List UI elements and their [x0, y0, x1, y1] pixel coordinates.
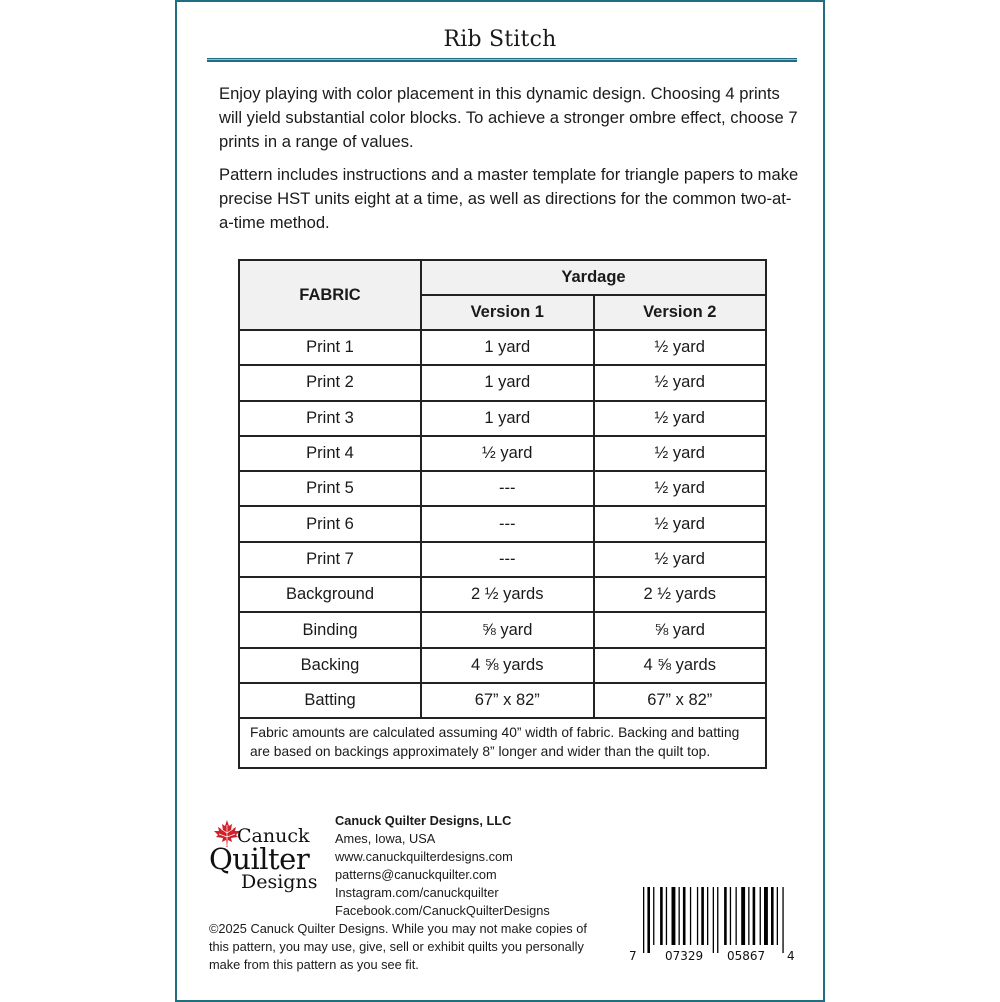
version-1-cell: 4 ⅝ yards	[421, 648, 594, 683]
fabric-name-cell: Backing	[239, 648, 421, 683]
barcode-bar	[760, 887, 761, 945]
barcode-bar	[653, 887, 654, 945]
table-row	[239, 542, 766, 577]
version-1-cell: ½ yard	[421, 436, 594, 471]
version-2-cell: ½ yard	[594, 436, 767, 471]
barcode-bar	[753, 887, 756, 945]
fabric-header: FABRIC	[239, 260, 421, 330]
fabric-name-cell: Print 6	[239, 506, 421, 541]
table-row	[239, 330, 766, 365]
version-2-cell: 4 ⅝ yards	[594, 648, 767, 683]
barcode-bar	[683, 887, 686, 945]
title-divider	[207, 58, 797, 62]
fabric-name-cell: Print 3	[239, 401, 421, 436]
table-row	[239, 577, 766, 612]
contact-block	[335, 812, 550, 920]
instagram-link[interactable]: Instagram.com/canuckquilter	[335, 885, 499, 900]
logo-line-designs: Designs	[241, 871, 318, 893]
fabric-name-cell: Print 1	[239, 330, 421, 365]
table-row	[239, 648, 766, 683]
fabric-name-cell: Print 5	[239, 471, 421, 506]
barcode-bar	[701, 887, 704, 945]
barcode-bar	[748, 887, 749, 945]
barcode-bar	[672, 887, 676, 945]
version-1-cell: 67” x 82”	[421, 683, 594, 718]
barcode-bar	[777, 887, 778, 945]
table-row	[239, 612, 766, 647]
barcode-bar	[697, 887, 698, 945]
yardage-table	[238, 259, 767, 769]
barcode-bar	[679, 887, 680, 945]
version-2-cell: ½ yard	[594, 506, 767, 541]
barcode-bar	[690, 887, 691, 945]
barcode-bar	[713, 887, 714, 953]
canuck-quilter-logo	[207, 817, 322, 897]
barcode-bar	[771, 887, 774, 945]
barcode-bar	[724, 887, 727, 945]
company-name: Canuck Quilter Designs, LLC	[335, 813, 512, 828]
yardage-header: Yardage	[421, 260, 766, 295]
version-1-cell: ---	[421, 506, 594, 541]
company-location: Ames, Iowa, USA	[335, 831, 436, 846]
barcode-group-left: 07329	[665, 949, 704, 963]
barcode-bar	[741, 887, 745, 945]
table-row	[239, 436, 766, 471]
barcode-bar	[660, 887, 663, 945]
pattern-title: Rib Stitch	[443, 27, 557, 52]
version-1-cell: 1 yard	[421, 365, 594, 400]
logo-line-canuck: Canuck	[237, 825, 310, 847]
intro-paragraph: Pattern includes instructions and a master template for triangle papers to make precise HST units eight at a time, as well as directions for the common two-at-a-time method.	[219, 165, 799, 232]
barcode-group-right: 05867	[727, 949, 766, 963]
fabric-name-cell: Print 7	[239, 542, 421, 577]
logo-line-quilter: Quilter	[209, 842, 310, 876]
barcode-digit-last: 4	[787, 949, 795, 963]
pattern-back-cover	[175, 0, 825, 1002]
upc-barcode	[629, 887, 794, 967]
copyright-notice: ©2025 Canuck Quilter Designs. While you may not make copies of this pattern, you may use, give, sell or exhibit quilts you personally make from this pattern as you see fit.	[209, 921, 587, 972]
version-1-cell: ---	[421, 471, 594, 506]
barcode-bar	[666, 887, 667, 945]
barcode-bar	[647, 887, 650, 953]
version-1-header: Version 1	[421, 295, 594, 330]
barcode-bar	[643, 887, 644, 953]
version-2-cell: 67” x 82”	[594, 683, 767, 718]
website-link[interactable]: www.canuckquilterdesigns.com	[335, 849, 513, 864]
fabric-name-cell: Binding	[239, 612, 421, 647]
barcode-digit-first: 7	[629, 949, 637, 963]
version-2-cell: ⅝ yard	[594, 612, 767, 647]
fabric-name-cell: Print 4	[239, 436, 421, 471]
intro-text	[219, 82, 799, 244]
version-1-cell: 2 ½ yards	[421, 577, 594, 612]
barcode-bar	[717, 887, 718, 953]
version-2-header: Version 2	[594, 295, 767, 330]
version-1-cell: 1 yard	[421, 330, 594, 365]
version-1-cell: ---	[421, 542, 594, 577]
barcode-bar	[736, 887, 737, 945]
version-1-cell: ⅝ yard	[421, 612, 594, 647]
barcode-bar	[782, 887, 783, 953]
fabric-name-cell: Print 2	[239, 365, 421, 400]
fabric-name-cell: Batting	[239, 683, 421, 718]
email-link[interactable]: patterns@canuckquilter.com	[335, 867, 497, 882]
table-row	[239, 506, 766, 541]
intro-paragraph: Enjoy playing with color placement in this dynamic design. Choosing 4 prints will yield substantial color blocks. To achieve a stronger ombre effect, choose 7 prints in a range of values.	[219, 84, 798, 151]
barcode-bar	[730, 887, 731, 945]
version-2-cell: 2 ½ yards	[594, 577, 767, 612]
table-note: Fabric amounts are calculated assuming 40” width of fabric. Backing and batting are based on backings approximately 8” longer and wider than the quilt top.	[239, 718, 766, 768]
facebook-link[interactable]: Facebook.com/CanuckQuilterDesigns	[335, 903, 550, 918]
table-row	[239, 365, 766, 400]
version-1-cell: 1 yard	[421, 401, 594, 436]
fabric-name-cell: Background	[239, 577, 421, 612]
version-2-cell: ½ yard	[594, 401, 767, 436]
barcode-bar	[764, 887, 768, 945]
version-2-cell: ½ yard	[594, 365, 767, 400]
barcode-bars	[641, 887, 791, 957]
barcode-bar	[707, 887, 708, 945]
version-2-cell: ½ yard	[594, 542, 767, 577]
version-2-cell: ½ yard	[594, 330, 767, 365]
table-row	[239, 471, 766, 506]
table-row	[239, 401, 766, 436]
table-row	[239, 683, 766, 718]
version-2-cell: ½ yard	[594, 471, 767, 506]
